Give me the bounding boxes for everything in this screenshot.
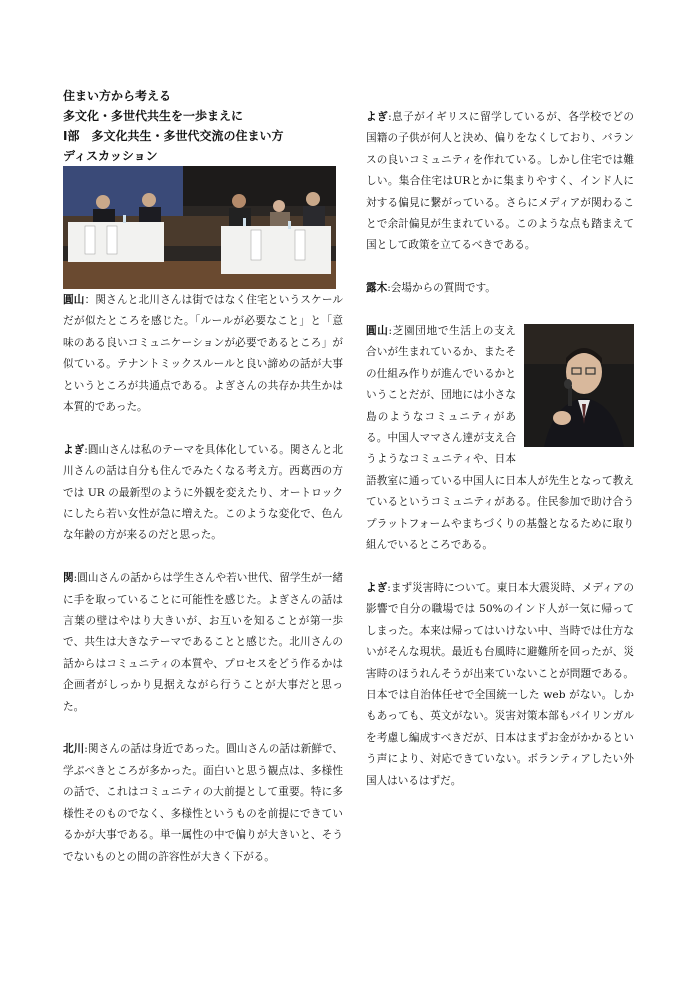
dialogue-paragraph bbox=[366, 107, 634, 257]
heading-line-1: 住まい方から考える bbox=[63, 89, 172, 103]
dialogue-paragraph bbox=[63, 739, 343, 867]
speaker-separator: : bbox=[388, 111, 392, 123]
dialogue-paragraph bbox=[366, 578, 634, 792]
dialogue-text: 圓山さんは私のテーマを具体化している。関さんと北川さんの話は自分も住んでみたくなる考え方。西葛西の方では UR の最新型のように外観を変えたり、オートロックにしたら若い女性が急に増えた。このような変化で、色んな年齢の方が来るのだと思った。 bbox=[63, 443, 344, 542]
speaker-separator: : bbox=[84, 743, 88, 756]
speaker-portrait-photo bbox=[524, 324, 634, 447]
dialogue-text: 圓山さんの話からは学生さんや若い世代、留学生が一緒に手を取っていることに可能性を感じた。よぎさんの話は言葉の壁はやはり大きいが、お互いを知ることが第一歩で、共生は大きなテーマであることと感じた。北川さんの話からはコミュニティの本質や、プロセスをどう作るかは企画者がしっかり見据えながら行うことが大事だと思った。 bbox=[63, 572, 344, 713]
speaker-separator: : bbox=[73, 572, 78, 585]
speaker-name: よぎ bbox=[366, 111, 389, 123]
dialogue-paragraph bbox=[63, 440, 343, 547]
panel-discussion-photo bbox=[63, 166, 336, 289]
dialogue-text: 会場からの質問です。 bbox=[390, 282, 496, 295]
speaker-name: 圓山 bbox=[63, 294, 85, 306]
speaker-name: 圓山 bbox=[366, 325, 389, 338]
speaker-name: 関 bbox=[63, 572, 74, 585]
speaker-portrait-illustration bbox=[524, 324, 634, 447]
left-column bbox=[63, 290, 343, 889]
speaker-separator: : bbox=[388, 325, 393, 338]
dialogue-text: 関さんと北川さんは街ではなく住宅というスケールだが似たところを感じた。「ルールが必要なこと」と「意味のある良いコミュニケーションが必要であるところ」が似ている。テナントミックスルールと良い諦めの話が大事というところが共通点である。よぎさんの共存か共生かは本質的であった。 bbox=[63, 294, 344, 414]
speaker-separator: : bbox=[84, 443, 88, 456]
dialogue-text: 関さんの話は身近であった。圓山さんの話は新鮮で、学ぶべきところが多かった。面白いと思う観点は、多様性の話で、これはコミュニティの大前提として重要。特に多様性そのものでなく、多様性というものを前提にできているかが大事である。単一属性の中で偏りが大きいと、そうでないものとの間の許容性が大きく下がる。 bbox=[63, 743, 344, 863]
article-heading bbox=[63, 86, 353, 166]
dialogue-paragraph bbox=[63, 568, 343, 718]
speaker-separator: : bbox=[387, 581, 391, 594]
speaker-name: よぎ bbox=[366, 581, 388, 594]
dialogue-paragraph bbox=[63, 290, 343, 418]
dialogue-paragraph bbox=[366, 321, 634, 556]
speaker-separator: ： bbox=[84, 294, 96, 306]
heading-line-4: ディスカッション bbox=[63, 149, 158, 163]
panel-discussion-illustration bbox=[63, 166, 336, 289]
heading-line-2: 多文化・多世代共生を一歩まえに bbox=[63, 109, 244, 123]
dialogue-text: 芝園団地で生活上の支え合いが生まれているか、またその仕組み作りが進んでいるかということだが、団地には小さな島のようなコミュニティがある。中国人ママさん達が支え合うようなコミュニティや、日本語教室に通っている中国人に日本人が先生となって教えているというコミュニティがある。住民参加で助け合うプラットフォームやまちづくりの基盤となるために取り組んでいるところである。 bbox=[366, 325, 634, 552]
heading-line-3: Ⅰ部 多文化共生・多世代交流の住まい方 bbox=[63, 129, 284, 143]
dialogue-text: 息子がイギリスに留学しているが、各学校でどの国籍の子供が何人と決め、偏りをなくしており、バランスの良いコミュニティを作れている。しかし住宅では難しい。集合住宅はURとかに集まりやすく、インド人に対する偏見に繋がっている。さらにメディアが関わることで余計偏見が生まれている。このような点も踏まえて国として政策を立てるべきである。 bbox=[366, 111, 634, 252]
dialogue-paragraph bbox=[366, 278, 634, 299]
speaker-separator: : bbox=[387, 282, 391, 295]
speaker-name: よぎ bbox=[63, 443, 85, 456]
right-column bbox=[366, 107, 634, 813]
speaker-name: 露木 bbox=[366, 282, 388, 295]
dialogue-text: まず災害時について。東日本大震災時、メディアの影響で自分の職場では 50%のインド人が一気に帰ってしまった。本来は帰ってはいけない中、当時では仕方ないがそんな現状。最近も台風時に避難所を回ったが、災害時のほうれんそうが出来ていないことが問題である。日本では自治体任せで全国統一した web がない。しかもあっても、英文がない。災害対策本部もバイリンガルを考慮し編成すべきだが、日本はまずお金がかかるという声により、対応できていない。ボランティアしたい外国人はいるはずだ。 bbox=[366, 581, 635, 787]
speaker-name: 北川 bbox=[63, 743, 85, 756]
